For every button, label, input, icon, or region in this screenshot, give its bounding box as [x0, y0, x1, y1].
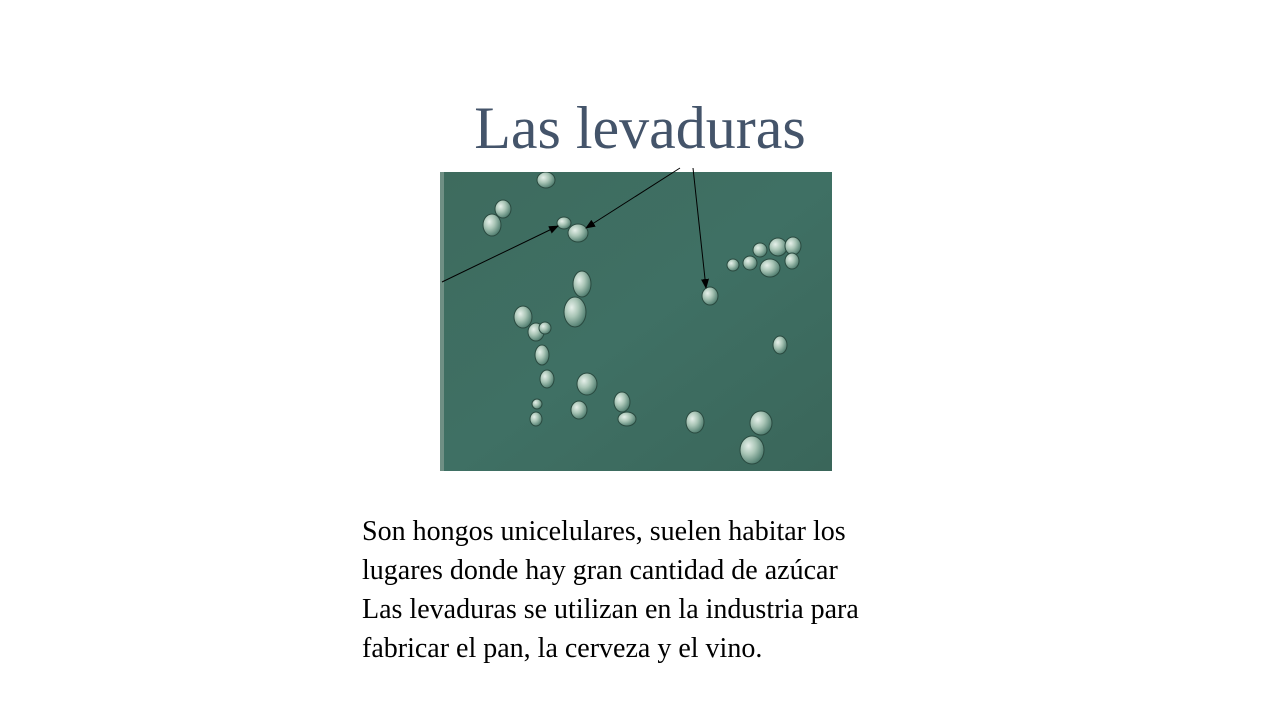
- yeast-micrograph: [440, 172, 832, 471]
- slide-title: Las levaduras: [474, 95, 806, 161]
- description-paragraph: [362, 512, 962, 668]
- description-line: Son hongos unicelulares, suelen habitar los: [362, 516, 846, 547]
- description-line: Las levaduras se utilizan en la industria para: [362, 594, 859, 625]
- description-line: lugares donde hay gran cantidad de azúcar: [362, 555, 838, 586]
- description-line: fabricar el pan, la cerveza y el vino.: [362, 633, 763, 664]
